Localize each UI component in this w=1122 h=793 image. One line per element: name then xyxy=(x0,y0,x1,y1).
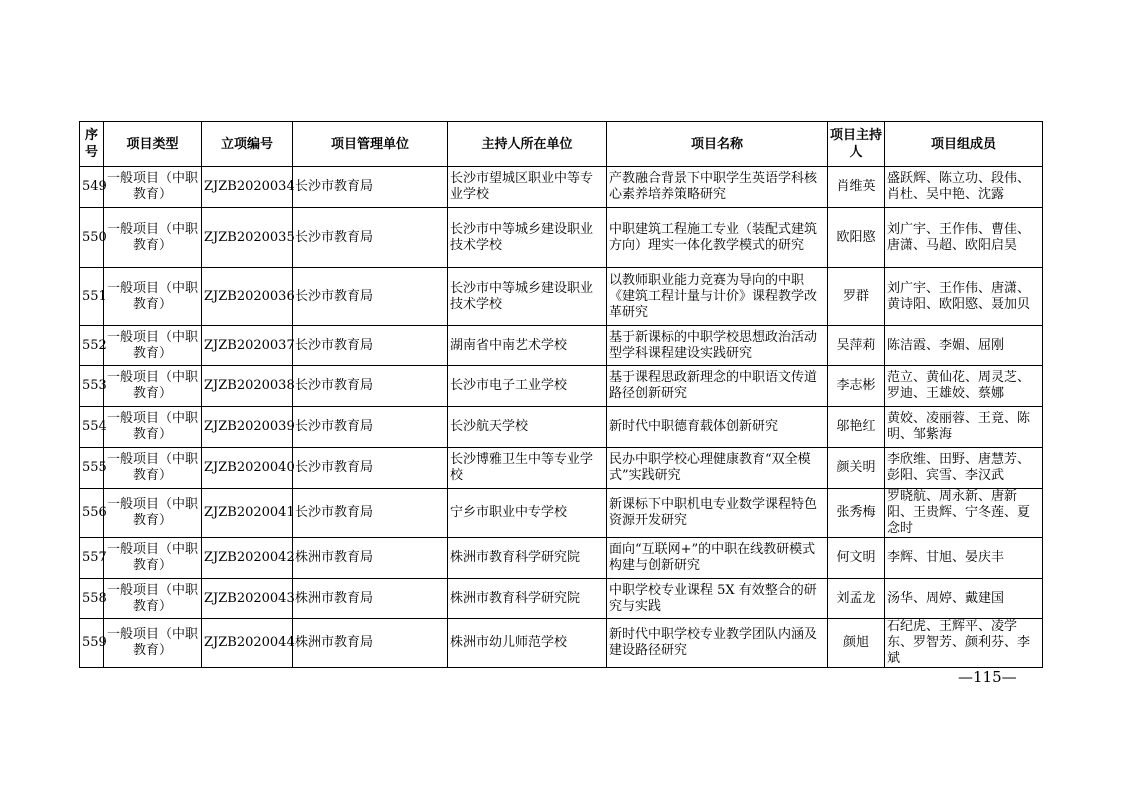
cell-seq: 550 xyxy=(80,208,104,268)
cell-seq: 551 xyxy=(80,268,104,326)
table-row xyxy=(80,448,1043,489)
cell-mgmt: 长沙市教育局 xyxy=(293,448,448,489)
cell-name: 基于新课标的中职学校思想政治活动型学科课程建设实践研究 xyxy=(607,326,828,366)
cell-seq: 552 xyxy=(80,326,104,366)
cell-name: 面向“互联网+”的中职在线教研模式构建与创新研究 xyxy=(607,538,828,579)
cell-mgmt: 长沙市教育局 xyxy=(293,167,448,208)
cell-name: 产教融合背景下中职学生英语学科核心素养培养策略研究 xyxy=(607,167,828,208)
header-type: 项目类型 xyxy=(104,122,202,167)
cell-mgmt: 长沙市教育局 xyxy=(293,326,448,366)
cell-members: 黄姣、凌丽蓉、王竟、陈明、邹紫海 xyxy=(885,407,1043,448)
cell-name: 新时代中职学校专业教学团队内涵及建设路径研究 xyxy=(607,619,828,668)
cell-host: 欧阳愍 xyxy=(828,208,885,268)
cell-name: 以教师职业能力竞赛为导向的中职《建筑工程计量与计价》课程教学改革研究 xyxy=(607,268,828,326)
cell-members: 刘广宇、王作伟、曹佳、唐潇、马超、欧阳启昊 xyxy=(885,208,1043,268)
header-host-unit: 主持人所在单位 xyxy=(448,122,607,167)
header-code: 立项编号 xyxy=(202,122,293,167)
cell-type: 一般项目（中职教育） xyxy=(104,407,202,448)
cell-code: ZJZB2020042 xyxy=(202,538,293,579)
cell-members: 汤华、周婷、戴建国 xyxy=(885,579,1043,619)
cell-host-unit: 长沙市电子工业学校 xyxy=(448,366,607,407)
table-row xyxy=(80,489,1043,538)
cell-code: ZJZB2020038 xyxy=(202,366,293,407)
cell-name: 中职建筑工程施工专业（装配式建筑方向）理实一体化教学模式的研究 xyxy=(607,208,828,268)
cell-type: 一般项目（中职教育） xyxy=(104,619,202,668)
cell-mgmt: 长沙市教育局 xyxy=(293,208,448,268)
cell-host: 邬艳红 xyxy=(828,407,885,448)
cell-members: 范立、黄仙花、周灵芝、罗迪、王雄姣、蔡娜 xyxy=(885,366,1043,407)
table-row xyxy=(80,208,1043,268)
page-number: —115— xyxy=(958,668,1017,686)
cell-members: 盛跃辉、陈立功、段伟、肖杜、吴中艳、沈露 xyxy=(885,167,1043,208)
header-name: 项目名称 xyxy=(607,122,828,167)
table-row xyxy=(80,538,1043,579)
cell-type: 一般项目（中职教育） xyxy=(104,208,202,268)
cell-host-unit: 株洲市幼儿师范学校 xyxy=(448,619,607,668)
cell-host: 肖维英 xyxy=(828,167,885,208)
cell-members: 李辉、甘旭、晏庆丰 xyxy=(885,538,1043,579)
cell-seq: 555 xyxy=(80,448,104,489)
cell-host-unit: 株洲市教育科学研究院 xyxy=(448,538,607,579)
cell-code: ZJZB2020044 xyxy=(202,619,293,668)
cell-seq: 557 xyxy=(80,538,104,579)
cell-host-unit: 宁乡市职业中专学校 xyxy=(448,489,607,538)
cell-host: 罗群 xyxy=(828,268,885,326)
cell-host-unit: 长沙航天学校 xyxy=(448,407,607,448)
cell-members: 陈洁霞、李媚、屈刚 xyxy=(885,326,1043,366)
cell-name: 新课标下中职机电专业数学课程特色资源开发研究 xyxy=(607,489,828,538)
cell-type: 一般项目（中职教育） xyxy=(104,489,202,538)
cell-code: ZJZB2020043 xyxy=(202,579,293,619)
cell-host-unit: 株洲市教育科学研究院 xyxy=(448,579,607,619)
project-table xyxy=(79,121,1043,668)
cell-host-unit: 湖南省中南艺术学校 xyxy=(448,326,607,366)
table-row xyxy=(80,167,1043,208)
cell-seq: 558 xyxy=(80,579,104,619)
cell-seq: 554 xyxy=(80,407,104,448)
cell-host: 李志彬 xyxy=(828,366,885,407)
cell-seq: 549 xyxy=(80,167,104,208)
cell-members: 李欣维、田野、唐慧芳、彭阳、宾雪、李汉武 xyxy=(885,448,1043,489)
cell-code: ZJZB2020037 xyxy=(202,326,293,366)
cell-type: 一般项目（中职教育） xyxy=(104,448,202,489)
table-row xyxy=(80,326,1043,366)
cell-members: 罗晓航、周永新、唐新阳、王贵辉、宁冬莲、夏念时 xyxy=(885,489,1043,538)
table-row xyxy=(80,268,1043,326)
cell-type: 一般项目（中职教育） xyxy=(104,167,202,208)
cell-host: 颜旭 xyxy=(828,619,885,668)
cell-host: 何文明 xyxy=(828,538,885,579)
cell-type: 一般项目（中职教育） xyxy=(104,326,202,366)
table-row xyxy=(80,619,1043,668)
cell-mgmt: 长沙市教育局 xyxy=(293,366,448,407)
cell-seq: 556 xyxy=(80,489,104,538)
table-row xyxy=(80,579,1043,619)
cell-host-unit: 长沙市望城区职业中等专业学校 xyxy=(448,167,607,208)
cell-code: ZJZB2020035 xyxy=(202,208,293,268)
cell-mgmt: 株洲市教育局 xyxy=(293,579,448,619)
cell-mgmt: 长沙市教育局 xyxy=(293,407,448,448)
cell-code: ZJZB2020040 xyxy=(202,448,293,489)
cell-mgmt: 株洲市教育局 xyxy=(293,619,448,668)
cell-type: 一般项目（中职教育） xyxy=(104,366,202,407)
cell-members: 石纪虎、王辉平、凌学东、罗智芳、颜利芬、李斌 xyxy=(885,619,1043,668)
header-host: 项目主持人 xyxy=(828,122,885,167)
header-members: 项目组成员 xyxy=(885,122,1043,167)
cell-seq: 553 xyxy=(80,366,104,407)
cell-type: 一般项目（中职教育） xyxy=(104,538,202,579)
cell-host-unit: 长沙博雅卫生中等专业学校 xyxy=(448,448,607,489)
table-row xyxy=(80,407,1043,448)
cell-code: ZJZB2020041 xyxy=(202,489,293,538)
cell-seq: 559 xyxy=(80,619,104,668)
cell-name: 民办中职学校心理健康教育“双全模式”实践研究 xyxy=(607,448,828,489)
cell-host: 张秀梅 xyxy=(828,489,885,538)
cell-code: ZJZB2020039 xyxy=(202,407,293,448)
cell-host-unit: 长沙市中等城乡建设职业技术学校 xyxy=(448,208,607,268)
cell-mgmt: 长沙市教育局 xyxy=(293,489,448,538)
header-seq: 序号 xyxy=(80,122,104,167)
cell-host: 吴萍莉 xyxy=(828,326,885,366)
cell-name: 新时代中职德育载体创新研究 xyxy=(607,407,828,448)
cell-members: 刘广宇、王作伟、唐潇、黄诗阳、欧阳愍、聂加贝 xyxy=(885,268,1043,326)
cell-host-unit: 长沙市中等城乡建设职业技术学校 xyxy=(448,268,607,326)
cell-mgmt: 长沙市教育局 xyxy=(293,268,448,326)
cell-code: ZJZB2020034 xyxy=(202,167,293,208)
cell-host: 颜关明 xyxy=(828,448,885,489)
header-mgmt: 项目管理单位 xyxy=(293,122,448,167)
table-row xyxy=(80,366,1043,407)
cell-type: 一般项目（中职教育） xyxy=(104,579,202,619)
cell-type: 一般项目（中职教育） xyxy=(104,268,202,326)
cell-mgmt: 株洲市教育局 xyxy=(293,538,448,579)
cell-host: 刘孟龙 xyxy=(828,579,885,619)
cell-code: ZJZB2020036 xyxy=(202,268,293,326)
cell-name: 基于课程思政新理念的中职语文传道路径创新研究 xyxy=(607,366,828,407)
header-row xyxy=(80,122,1043,167)
cell-name: 中职学校专业课程 5X 有效整合的研究与实践 xyxy=(607,579,828,619)
